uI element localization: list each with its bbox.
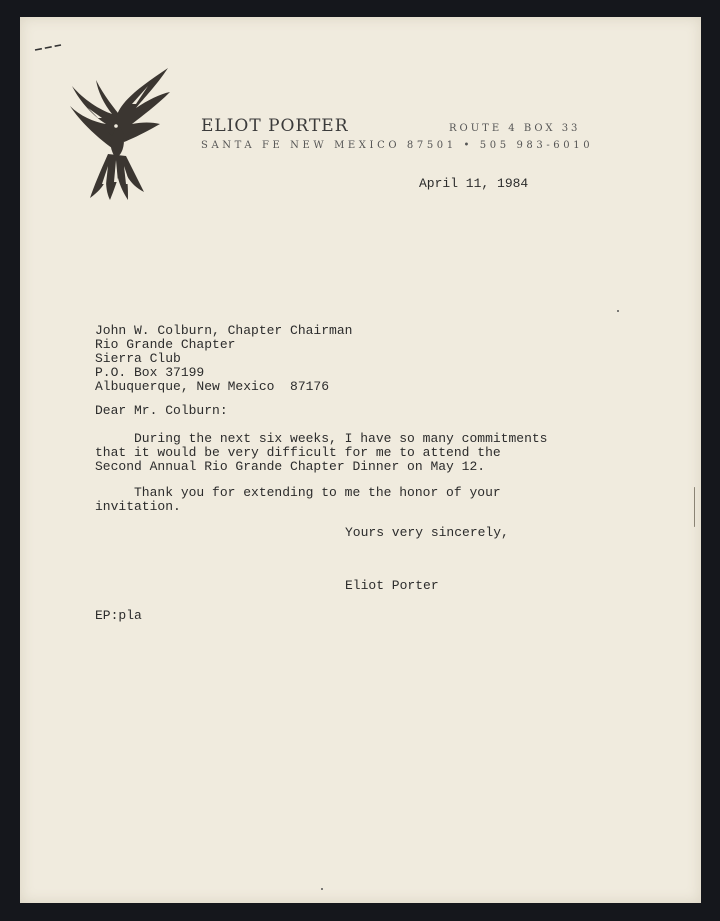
paragraph-line: During the next six weeks, I have so many commitments: [95, 431, 548, 446]
letter-page: [20, 17, 701, 903]
paragraph-line: Thank you for extending to me the honor of your: [95, 485, 501, 500]
recipient-line: Albuquerque, New Mexico 87176: [95, 379, 330, 394]
letterhead-city-line: SANTA FE NEW MEXICO 87501 • 505 983-6010: [201, 140, 594, 151]
paper-speck: [321, 888, 323, 890]
paper-speck: [617, 310, 619, 312]
signature-name: Eliot Porter: [345, 578, 439, 593]
recipient-line: Sierra Club: [95, 351, 181, 366]
typist-initials: EP:pla: [95, 608, 142, 623]
body-paragraph-2: [95, 486, 501, 514]
paragraph-line: that it would be very difficult for me to attend the: [95, 445, 501, 460]
recipient-address: [95, 324, 352, 394]
paragraph-line: Second Annual Rio Grande Chapter Dinner on May 12.: [95, 459, 486, 474]
body-paragraph-1: [95, 432, 547, 474]
letterhead-route: ROUTE 4 BOX 33: [449, 123, 581, 134]
closing: Yours very sincerely,: [345, 525, 509, 540]
recipient-line: Rio Grande Chapter: [95, 337, 236, 352]
eagle-logo-icon: [68, 62, 174, 204]
paper-speck: [694, 487, 695, 527]
letterhead-name: ELIOT PORTER: [201, 116, 349, 136]
letter-date: April 11, 1984: [419, 176, 529, 191]
recipient-line: John W. Colburn, Chapter Chairman: [95, 323, 353, 338]
pencil-mark: [34, 44, 62, 52]
salutation: Dear Mr. Colburn:: [95, 403, 228, 418]
paragraph-line: invitation.: [95, 499, 181, 514]
recipient-line: P.O. Box 37199: [95, 365, 205, 380]
